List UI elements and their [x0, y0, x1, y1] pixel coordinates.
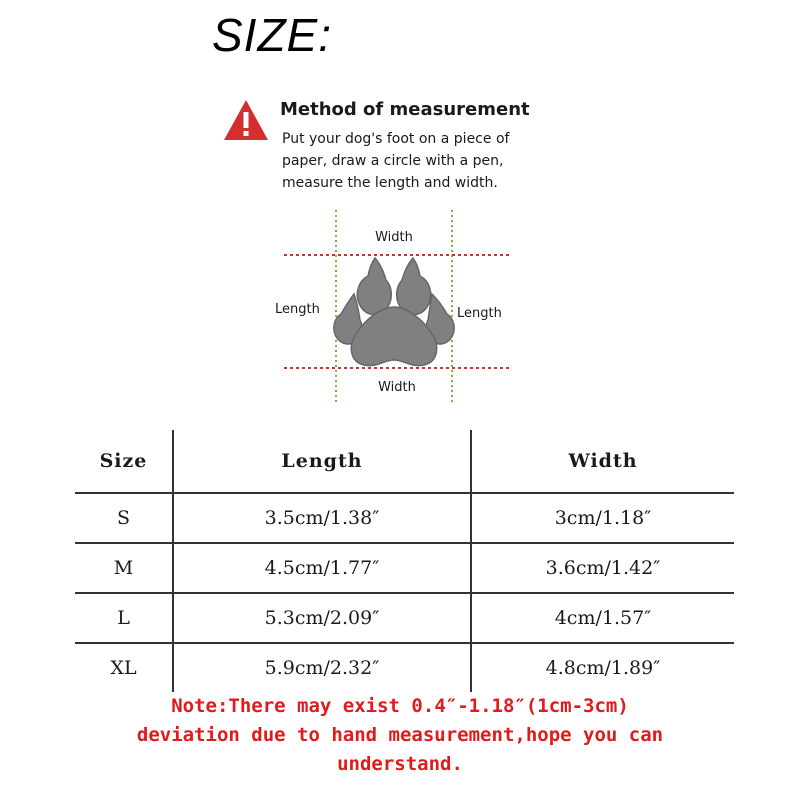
length-cell: 3.5cm/1.38″ [173, 493, 471, 543]
width-label-bottom: Width [378, 380, 416, 395]
method-line: measure the length and width. [282, 175, 498, 191]
width-label-top: Width [375, 230, 413, 245]
size-cell: L [75, 593, 173, 643]
method-title: Method of measurement [280, 99, 530, 120]
width-cell: 3cm/1.18″ [554, 507, 652, 529]
header-length: Length [173, 430, 471, 493]
header-width: Width [568, 450, 638, 472]
paw-print-icon [334, 258, 454, 366]
length-cell: 5.3cm/2.09″ [173, 593, 471, 643]
length-cell: 5.9cm/2.32″ [173, 643, 471, 692]
table-row [75, 593, 734, 643]
table-row [75, 543, 734, 593]
size-table [75, 430, 734, 692]
note-line: Note:There may exist 0.4″-1.18″(1cm-3cm) [171, 695, 629, 717]
size-cell: XL [75, 643, 173, 692]
table-header-row [75, 430, 734, 493]
length-label-left: Length [275, 302, 320, 317]
size-cell: S [75, 493, 173, 543]
width-cell: 3.6cm/1.42″ [545, 557, 661, 579]
length-cell: 4.5cm/1.77″ [173, 543, 471, 593]
page-title: SIZE: [212, 9, 333, 61]
warning-icon [222, 98, 270, 142]
note-line: understand. [337, 753, 463, 775]
length-label-right: Length [457, 306, 502, 321]
width-cell: 4.8cm/1.89″ [545, 657, 661, 679]
paw-measurement-diagram [270, 210, 520, 410]
width-cell: 4cm/1.57″ [554, 607, 652, 629]
deviation-note [0, 692, 800, 779]
method-line: paper, draw a circle with a pen, [282, 153, 504, 169]
header-size: Size [75, 430, 173, 493]
method-line: Put your dog's foot on a piece of [282, 131, 510, 147]
note-line: deviation due to hand measurement,hope you can [136, 724, 664, 746]
table-row [75, 643, 734, 692]
size-cell: M [75, 543, 173, 593]
table-row [75, 493, 734, 543]
